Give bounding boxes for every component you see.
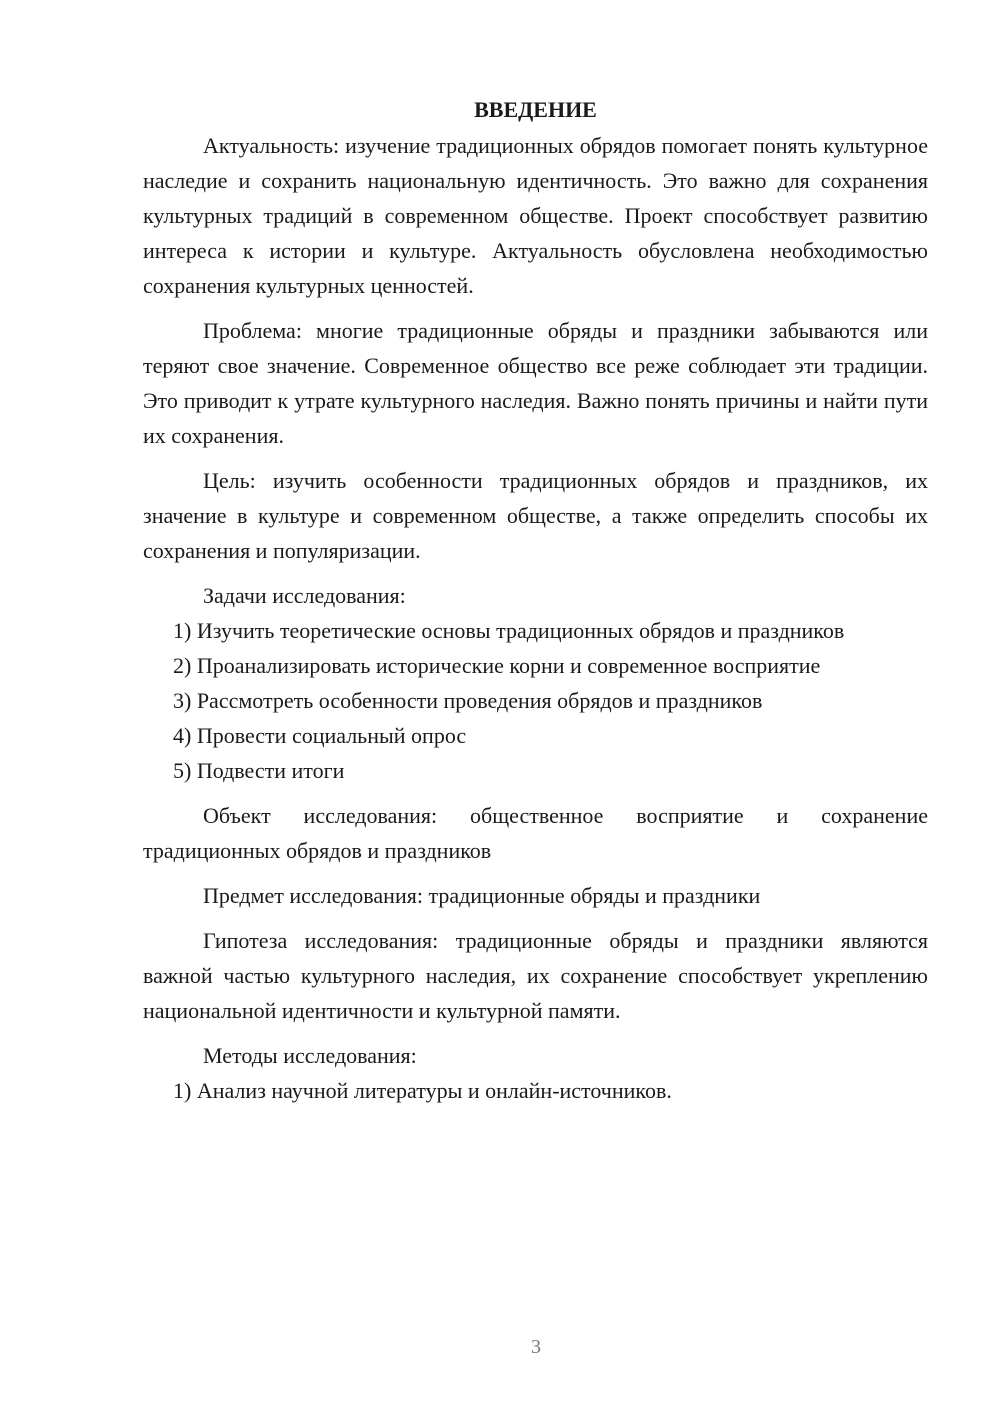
task-item-5: 5) Подвести итоги — [173, 758, 345, 783]
task-item-4: 4) Провести социальный опрос — [173, 723, 467, 748]
goal-paragraph: Цель: изучить особенности традиционных обрядов и праздников, их значение в культуре и современном обществе, а также определить способы их сохранения и популяризации. — [143, 468, 928, 563]
page-title: ВВЕДЕНИЕ — [474, 97, 597, 122]
object-paragraph: Объект исследования: общественное восприятие и сохранение традиционных обрядов и праздников — [143, 803, 928, 863]
subject-paragraph: Предмет исследования: традиционные обряды и праздники — [203, 883, 761, 908]
hypothesis-paragraph: Гипотеза исследования: традиционные обряды и праздники являются важной частью культурного наследия, их сохранение способствует укреплению национальной идентичности и культурной памяти. — [143, 928, 928, 1023]
page-content — [143, 92, 928, 1108]
methods-heading: Методы исследования: — [203, 1043, 417, 1068]
tasks-heading: Задачи исследования: — [203, 583, 406, 608]
tasks-list — [143, 613, 928, 788]
task-item-2: 2) Проанализировать исторические корни и современное восприятие — [173, 653, 821, 678]
task-item-3: 3) Рассмотреть особенности проведения обрядов и праздников — [173, 688, 763, 713]
task-item-1: 1) Изучить теоретические основы традиционных обрядов и праздников — [173, 618, 845, 643]
problem-paragraph: Проблема: многие традиционные обряды и праздники забываются или теряют свое значение. Современное общество все реже соблюдает эти традиции. Это приводит к утрате культурного наследия. Важно понять причины и найти пути их сохранения. — [143, 318, 928, 448]
method-item-1: 1) Анализ научной литературы и онлайн-источников. — [173, 1078, 672, 1103]
methods-list — [143, 1073, 928, 1108]
page-number: 3 — [531, 1336, 541, 1358]
relevance-paragraph: Актуальность: изучение традиционных обрядов помогает понять культурное наследие и сохранить национальную идентичность. Это важно для сохранения культурных традиций в современном обществе. Проект способствует развитию интереса к истории и культуре. Актуальность обусловлена необходимостью сохранения культурных ценностей. — [143, 133, 928, 298]
